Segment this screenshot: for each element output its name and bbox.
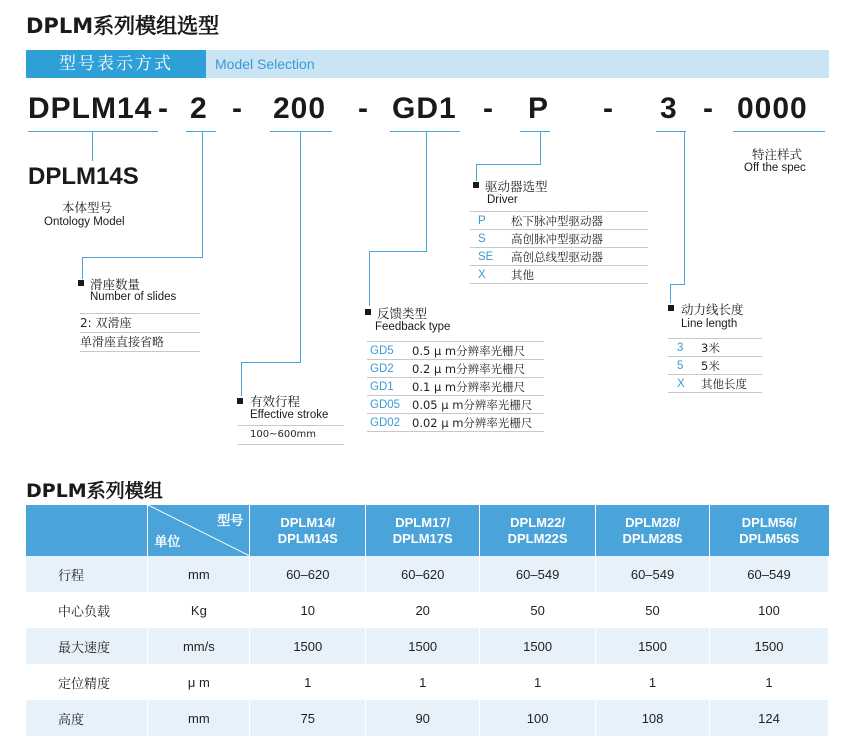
spec-model-2: DPLM17/ DPLM17S: [366, 505, 480, 556]
body-model-name: DPLM14S: [28, 163, 139, 190]
underline-slides: [186, 131, 216, 132]
spec-header-blank: [26, 505, 148, 556]
code-dash-1: -: [158, 92, 169, 125]
table-row: X 其他: [470, 266, 648, 284]
table-row: X 其他长度: [668, 375, 762, 393]
connector-stroke-v2: [241, 362, 242, 396]
underline-special: [733, 131, 825, 132]
code-dash-3: -: [358, 92, 369, 125]
offspec-cn: 特注样式: [752, 147, 803, 162]
connector-feedback-v: [426, 131, 427, 251]
connector-slides-h: [82, 257, 203, 258]
code-feedback: GD1: [392, 92, 457, 125]
list-item: 单滑座直接省略: [80, 333, 200, 352]
connector-line-v: [684, 131, 685, 284]
slides-cn: 滑座数量: [90, 277, 141, 292]
page-title: DPLM系列模组选型: [26, 14, 220, 38]
underline-base: [28, 131, 158, 132]
spec-model-4: DPLM28/ DPLM28S: [596, 505, 710, 556]
table-row: SE 高创总线型驱动器: [470, 248, 648, 266]
connector-feedback-h: [369, 251, 427, 252]
spec-model-5: DPLM56/ DPLM56S: [710, 505, 829, 556]
underline-driver: [520, 131, 550, 132]
stroke-en: Effective stroke: [250, 409, 329, 421]
underline-line: [656, 131, 686, 132]
code-driver: P: [528, 92, 550, 125]
spec-model-1: DPLM14/ DPLM14S: [250, 505, 366, 556]
spec-model-3: DPLM22/ DPLM22S: [480, 505, 596, 556]
spec-section-title: DPLM系列模组: [26, 480, 163, 502]
table-row: 行程 mm 60–620 60–620 60–549 60–549 60–549: [26, 556, 829, 592]
spec-header-corner: [148, 505, 250, 556]
code-dash-6: -: [703, 92, 714, 125]
code-dash-4: -: [483, 92, 494, 125]
connector-driver-v2: [476, 164, 477, 181]
code-base: DPLM14: [28, 92, 153, 125]
spec-header-row: [26, 505, 829, 556]
table-row: GD02 0.02 μ m分辨率光栅尺: [367, 414, 544, 432]
connector-line-h: [670, 284, 685, 285]
body-model-en: Ontology Model: [44, 216, 125, 228]
feedback-cn: 反馈类型: [377, 306, 428, 321]
bullet-icon: [237, 398, 243, 404]
connector-feedback-v2: [369, 251, 370, 306]
connector-driver-h: [476, 164, 541, 165]
bullet-icon: [365, 309, 371, 315]
connector-stroke-h: [241, 362, 301, 363]
code-dash-2: -: [232, 92, 243, 125]
underline-stroke: [270, 131, 332, 132]
stroke-list: [238, 425, 344, 445]
stroke-cn: 有效行程: [250, 394, 301, 409]
table-row: GD5 0.5 μ m分辨率光栅尺: [367, 342, 544, 360]
stroke-range: 100~600mm: [238, 426, 344, 445]
table-row: 最大速度 mm/s 1500 1500 1500 1500 1500: [26, 628, 829, 664]
corner-bottom-label: 单位: [154, 534, 181, 549]
connector-base: [92, 131, 93, 161]
feedback-table: [367, 341, 544, 432]
connector-stroke-v: [300, 131, 301, 362]
slides-list: [80, 313, 200, 352]
code-slides: 2: [190, 92, 208, 125]
corner-top-label: 型号: [217, 513, 244, 528]
banner-cn: 型号表示方式: [26, 50, 206, 78]
driver-table: [470, 211, 648, 284]
spec-table: [26, 505, 829, 736]
table-row: GD1 0.1 μ m分辨率光栅尺: [367, 378, 544, 396]
table-row: GD05 0.05 μ m分辨率光栅尺: [367, 396, 544, 414]
line-table: [668, 338, 762, 393]
offspec-en: Off the spec: [744, 162, 806, 174]
bullet-icon: [668, 305, 674, 311]
feedback-en: Feedback type: [375, 321, 451, 333]
table-row: S 高创脉冲型驱动器: [470, 230, 648, 248]
banner-en: Model Selection: [215, 56, 315, 72]
bullet-icon: [473, 182, 479, 188]
bullet-icon: [78, 280, 84, 286]
line-en: Line length: [681, 318, 738, 330]
code-special: 0000: [737, 92, 808, 125]
list-item: 2: 双滑座: [80, 314, 200, 333]
connector-line-v2: [670, 284, 671, 303]
underline-feedback: [390, 131, 460, 132]
table-row: 高度 mm 75 90 100 108 124: [26, 700, 829, 736]
line-cn: 动力线长度: [681, 302, 744, 317]
body-model-cn: 本体型号: [62, 200, 113, 215]
table-row: 定位精度 μ m 1 1 1 1 1: [26, 664, 829, 700]
connector-driver-v: [540, 131, 541, 164]
code-line: 3: [660, 92, 678, 125]
table-row: 5 5米: [668, 357, 762, 375]
table-row: P 松下脉冲型驱动器: [470, 212, 648, 230]
connector-slides-v: [202, 131, 203, 257]
code-stroke: 200: [273, 92, 327, 125]
table-row: GD2 0.2 μ m分辨率光栅尺: [367, 360, 544, 378]
code-dash-5: -: [603, 92, 614, 125]
table-row: 3 3米: [668, 339, 762, 357]
table-row: 中心负载 Kg 10 20 50 50 100: [26, 592, 829, 628]
slides-en: Number of slides: [90, 291, 177, 303]
driver-en: Driver: [487, 194, 518, 206]
connector-slides-v2: [82, 257, 83, 279]
driver-cn: 驱动器选型: [485, 179, 548, 194]
